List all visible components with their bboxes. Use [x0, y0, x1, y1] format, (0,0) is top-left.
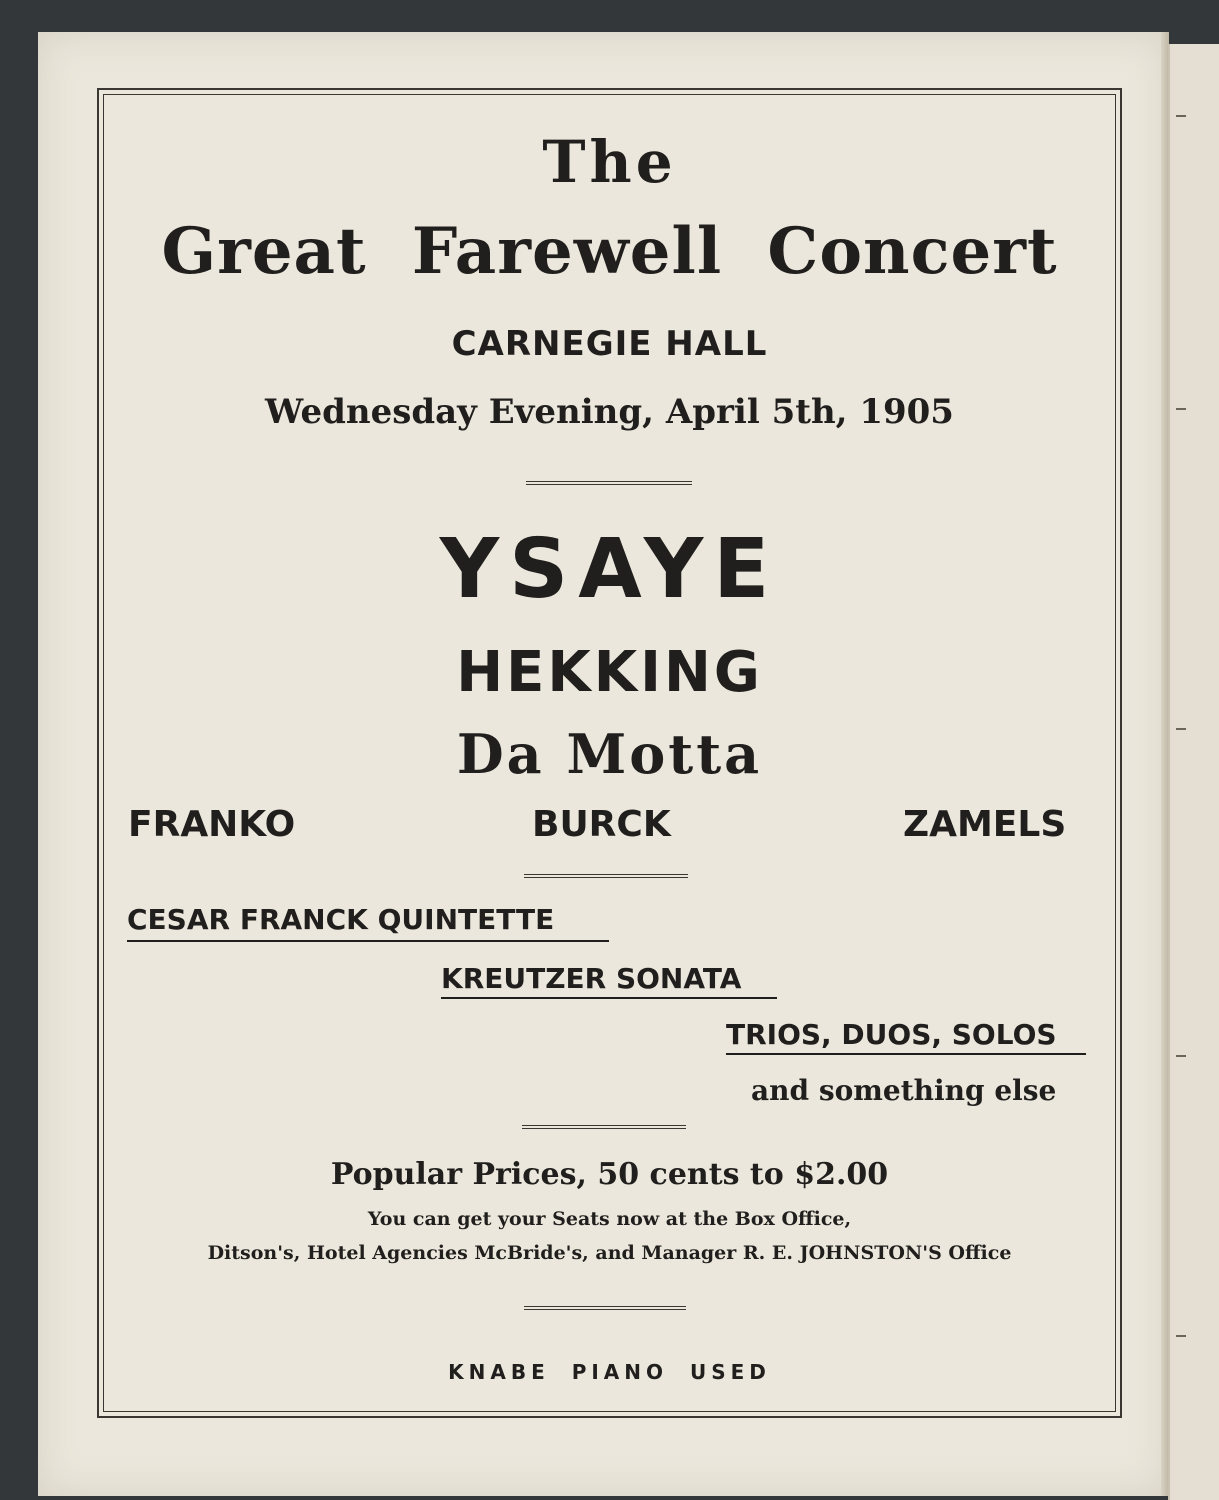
venue: CARNEGIE HALL [451, 324, 768, 364]
program-cesar-franck: CESAR FRANCK QUINTETTE [127, 903, 555, 936]
artist-burck: BURCK [532, 804, 671, 845]
program-trios: TRIOS, DUOS, SOLOS [726, 1018, 1057, 1051]
seats-info-line2: Ditson's, Hotel Agencies McBride's, and Manager R. E. JOHNSTON'S Office [207, 1242, 1012, 1264]
heading-the: The [542, 128, 677, 196]
artist-hekking: HEKKING [456, 640, 763, 705]
underline [441, 997, 777, 999]
divider [526, 481, 692, 485]
footer-knabe: KNABE PIANO USED [448, 1360, 771, 1384]
divider [524, 1306, 686, 1310]
prices: Popular Prices, 50 cents to $2.00 [330, 1157, 889, 1192]
artist-da-motta: Da Motta [456, 722, 763, 786]
underline [127, 940, 609, 942]
binding-stitch [1176, 1055, 1186, 1057]
headliner-ysaye: YSAYE [439, 522, 780, 617]
artist-franko: FRANKO [128, 804, 296, 845]
divider [524, 874, 688, 878]
binding-stitch [1176, 115, 1186, 117]
divider [522, 1125, 686, 1129]
program-extra: and something else [751, 1074, 1057, 1107]
concert-title: Great Farewell Concert [161, 214, 1058, 289]
binding-stitch [1176, 1335, 1186, 1337]
artist-zamels: ZAMELS [903, 804, 1067, 845]
seats-info-line1: You can get your Seats now at the Box Office, [367, 1208, 852, 1230]
program-kreutzer: KREUTZER SONATA [441, 962, 742, 995]
concert-date: Wednesday Evening, April 5th, 1905 [265, 392, 954, 432]
underline [726, 1053, 1086, 1055]
